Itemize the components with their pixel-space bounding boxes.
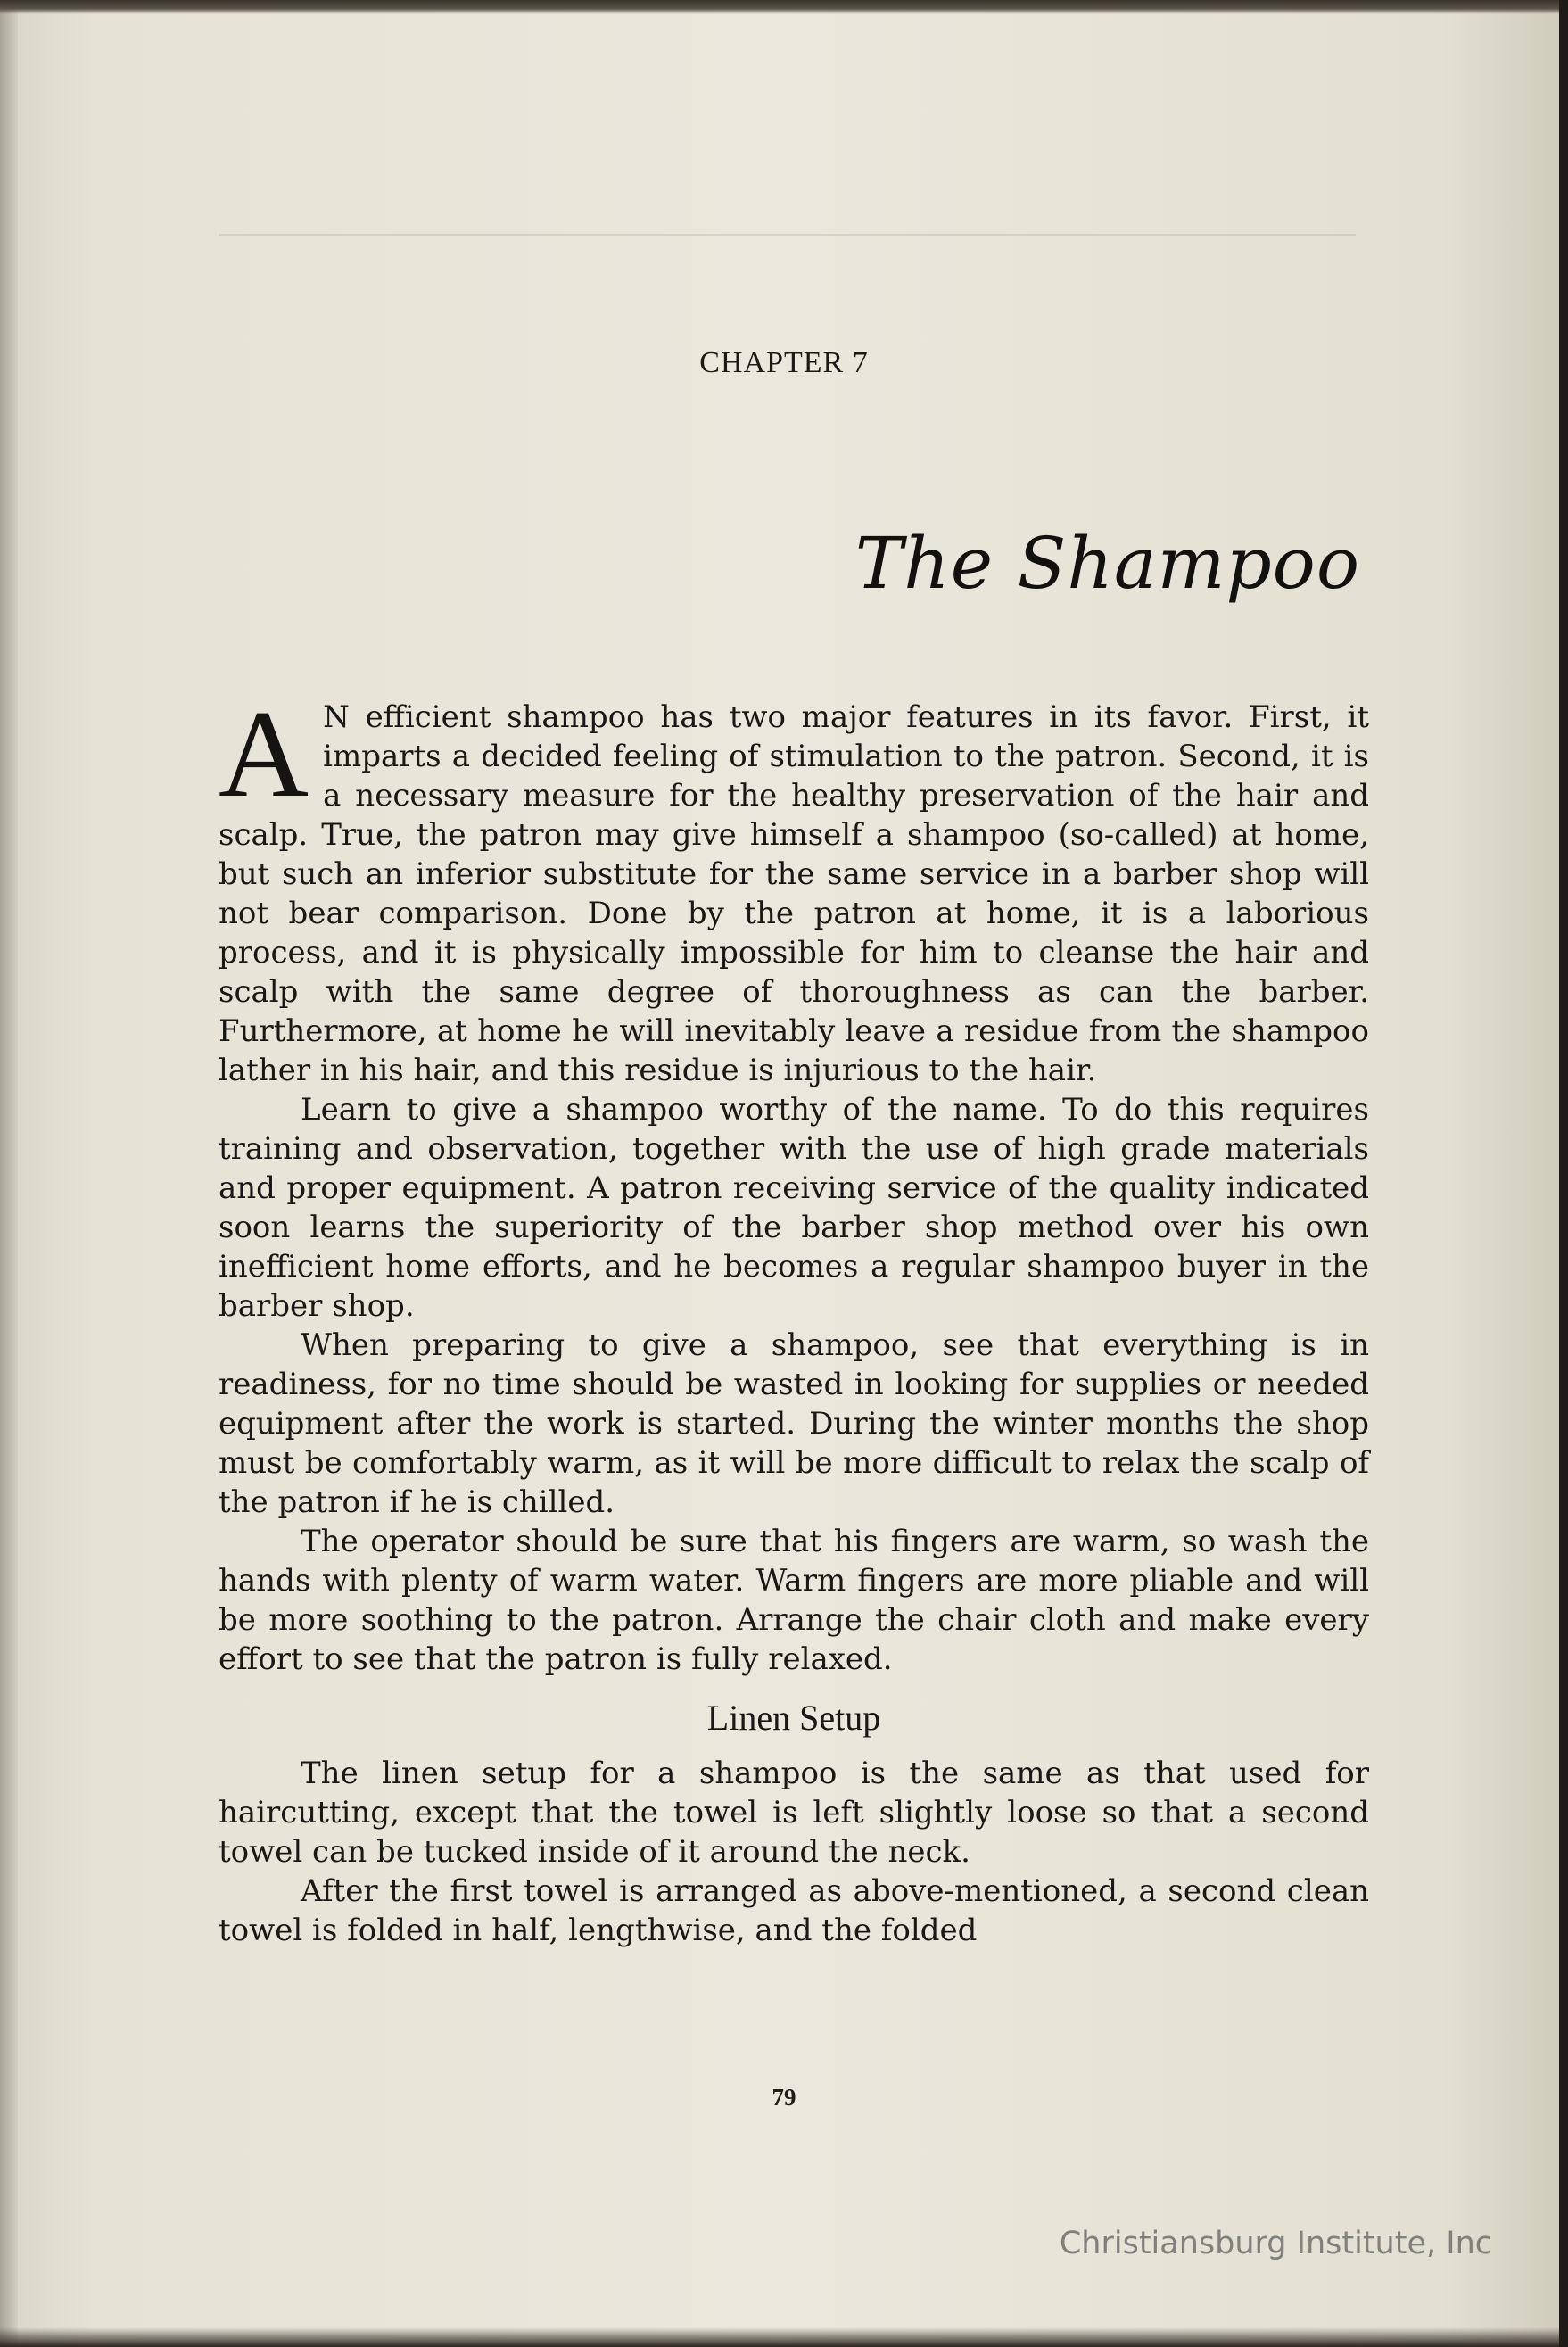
- paragraph-4: The operator should be sure that his fingers are warm, so wash the hands with plenty of warm water. Warm fingers are more pliable and will be more soothing to the patron. Arrange the chair cloth and make every effort to see that the patron is fully relaxed.: [219, 1524, 1369, 1677]
- page-number: 79: [772, 2084, 796, 2111]
- body-text: [219, 685, 1369, 1950]
- intro-text: N efficient shampoo has two major features in its favor. First, it imparts a decided feeling of stimulation to the patron. Second, it is a necessary measure for the healthy preservation of the hair and scalp. True, the patron may give himself a shampoo (so-called) at home, but such an inferior substitute for the same service in a barber shop will not bear comparison. Done by the patron at home, it is a laborious process, and it is physically impossible for him to cleanse the hair and scalp with the same degree of thoroughness as can the barber. Furthermore, at home he will inevitably leave a residue from the shampoo lather in his hair, and this residue is injurious to the hair.: [219, 699, 1369, 1088]
- intro-paragraph: [219, 685, 1369, 1090]
- section-paragraph-1: The linen setup for a shampoo is the same as that used for haircutting, except that the towel is left slightly loose so that a second towel can be tucked inside of it around the neck.: [219, 1756, 1369, 1870]
- paragraph-3: When preparing to give a shampoo, see that everything is in readiness, for no time should be wasted in looking for supplies or needed equipment after the work is started. During the winter months the shop must be comfortably warm, as it will be more difficult to relax the scalp of the patron if he is chilled.: [219, 1327, 1369, 1520]
- page-top-edge: [0, 0, 1568, 14]
- page-bottom-edge: [0, 2327, 1568, 2347]
- section-paragraph-2: After the first towel is arranged as above-mentioned, a second clean towel is folded in half, lengthwise, and the folded: [219, 1873, 1369, 1948]
- bleed-through-rule: [219, 234, 1356, 236]
- chapter-label: CHAPTER 7: [699, 346, 869, 379]
- chapter-title: The Shampoo: [854, 522, 1360, 605]
- section-heading: Linen Setup: [706, 1698, 881, 1738]
- page-right-edge: [1559, 0, 1568, 2347]
- drop-cap: A: [219, 685, 309, 823]
- watermark: Christiansburg Institute, Inc: [1059, 2226, 1492, 2261]
- paragraph-2: Learn to give a shampoo worthy of the name. To do this requires training and observation, together with the use of high grade materials and proper equipment. A patron receiving service of the quality indicated soon learns the superiority of the barber shop method over his own inefficient home efforts, and he becomes a regular shampoo buyer in the barber shop.: [219, 1092, 1369, 1324]
